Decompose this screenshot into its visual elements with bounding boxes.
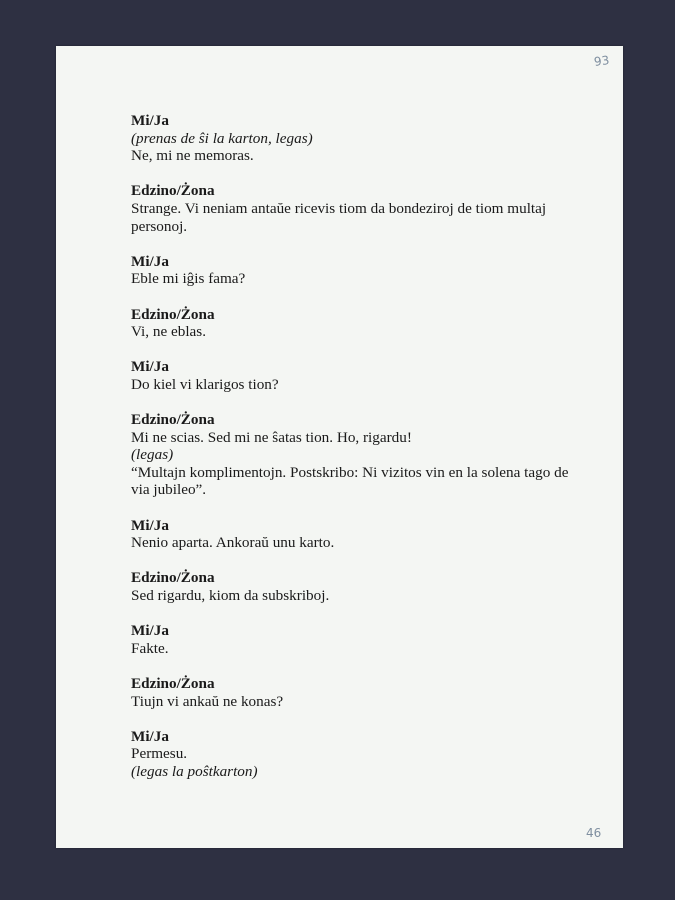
- speaker-name: Mi/Ja: [131, 112, 169, 129]
- dialogue-block: [131, 728, 571, 781]
- dialogue-line: Eble mi iĝis fama?: [131, 270, 246, 288]
- speaker-name: Edzino/Żona: [131, 182, 215, 200]
- dialogue-line: Nenio aparta. Ankoraŭ unu karto.: [131, 534, 335, 552]
- speaker-name: Mi/Ja: [131, 516, 169, 534]
- speaker-name: Edzino/Żona: [131, 569, 215, 587]
- speaker-name: Mi/Ja: [131, 727, 169, 745]
- speaker-name: Mi/Ja: [131, 358, 169, 376]
- dialogue-line: “Multajn komplimentojn. Postskribo: Ni vizitos vin en la solena tago de via jubileo”.: [131, 463, 569, 499]
- dialogue-line: Ne, mi ne memoras.: [131, 147, 254, 165]
- speaker-name: Mi/Ja: [131, 622, 169, 640]
- dialogue-block: [131, 112, 571, 165]
- dialogue-line: Mi ne scias. Sed mi ne ŝatas tion. Ho, rigardu!: [131, 428, 412, 446]
- stage-direction: (legas): [131, 446, 174, 464]
- dialogue-line: Do kiel vi klarigos tion?: [131, 375, 279, 393]
- stage-direction: (prenas de ŝi la karton, legas): [131, 129, 313, 147]
- stage-direction: (legas la poŝtkarton): [131, 762, 258, 780]
- page-number-handwritten-bottom: 46: [586, 826, 602, 840]
- page-number-handwritten-top: 93: [593, 53, 611, 69]
- dialogue-block: [131, 517, 571, 552]
- dialogue-block: [131, 569, 571, 604]
- speaker-name: Mi/Ja: [131, 252, 169, 270]
- dialogue-line: Sed rigardu, kiom da subskriboj.: [131, 587, 330, 605]
- dialogue-line: Strange. Vi neniam antaŭe ricevis tiom da bondeziroj de tiom multaj personoj.: [131, 199, 547, 235]
- document-page: [56, 46, 623, 848]
- speaker-name: Edzino/Żona: [131, 305, 215, 323]
- dialogue-line: Vi, ne eblas.: [131, 323, 207, 341]
- dialogue-line: Tiujn vi ankaŭ ne konas?: [131, 692, 284, 710]
- dialogue-block: [131, 182, 571, 235]
- dialogue-block: [131, 253, 571, 288]
- dialogue-block: [131, 411, 571, 499]
- play-script-dialogue: [131, 112, 571, 798]
- dialogue-line: Fakte.: [131, 639, 169, 657]
- dialogue-block: [131, 306, 571, 341]
- speaker-name: Edzino/Żona: [131, 675, 215, 692]
- dialogue-line: Permesu.: [131, 745, 188, 763]
- speaker-name: Edzino/Żona: [131, 411, 215, 429]
- dialogue-block: [131, 675, 571, 710]
- dialogue-block: [131, 622, 571, 657]
- dialogue-block: [131, 358, 571, 393]
